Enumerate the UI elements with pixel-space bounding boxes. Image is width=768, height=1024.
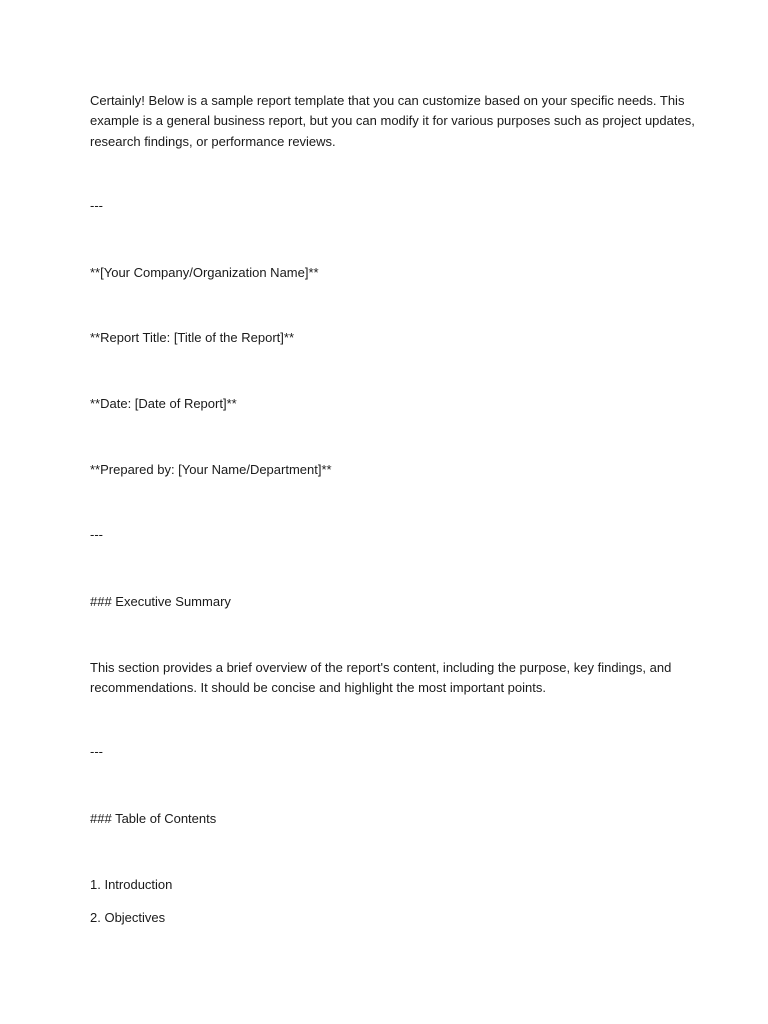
intro-line-1: Certainly! Below is a sample report template that you can customize based on your specific needs. This [90,93,685,108]
intro-line-3: research findings, or performance reviews. [90,134,336,149]
separator: --- [90,198,103,213]
report-date: **Date: [Date of Report]** [90,396,237,411]
toc-item: 2. Objectives [90,910,166,925]
separator: --- [90,527,103,542]
company-name: **[Your Company/Organization Name]** [90,265,319,280]
toc-item: 1. Introduction [90,877,173,892]
report-title: **Report Title: [Title of the Report]** [90,330,295,345]
executive-summary-heading: ### Executive Summary [90,594,231,609]
executive-summary-line-1: This section provides a brief overview of the report's content, including the purpose, key findings, and [90,660,672,675]
prepared-by: **Prepared by: [Your Name/Department]** [90,462,332,477]
toc-heading: ### Table of Contents [90,811,217,826]
executive-summary-line-2: recommendations. It should be concise and highlight the most important points. [90,680,546,695]
separator: --- [90,744,103,759]
intro-line-2: example is a general business report, but you can modify it for various purposes such as project updates, [90,113,695,128]
